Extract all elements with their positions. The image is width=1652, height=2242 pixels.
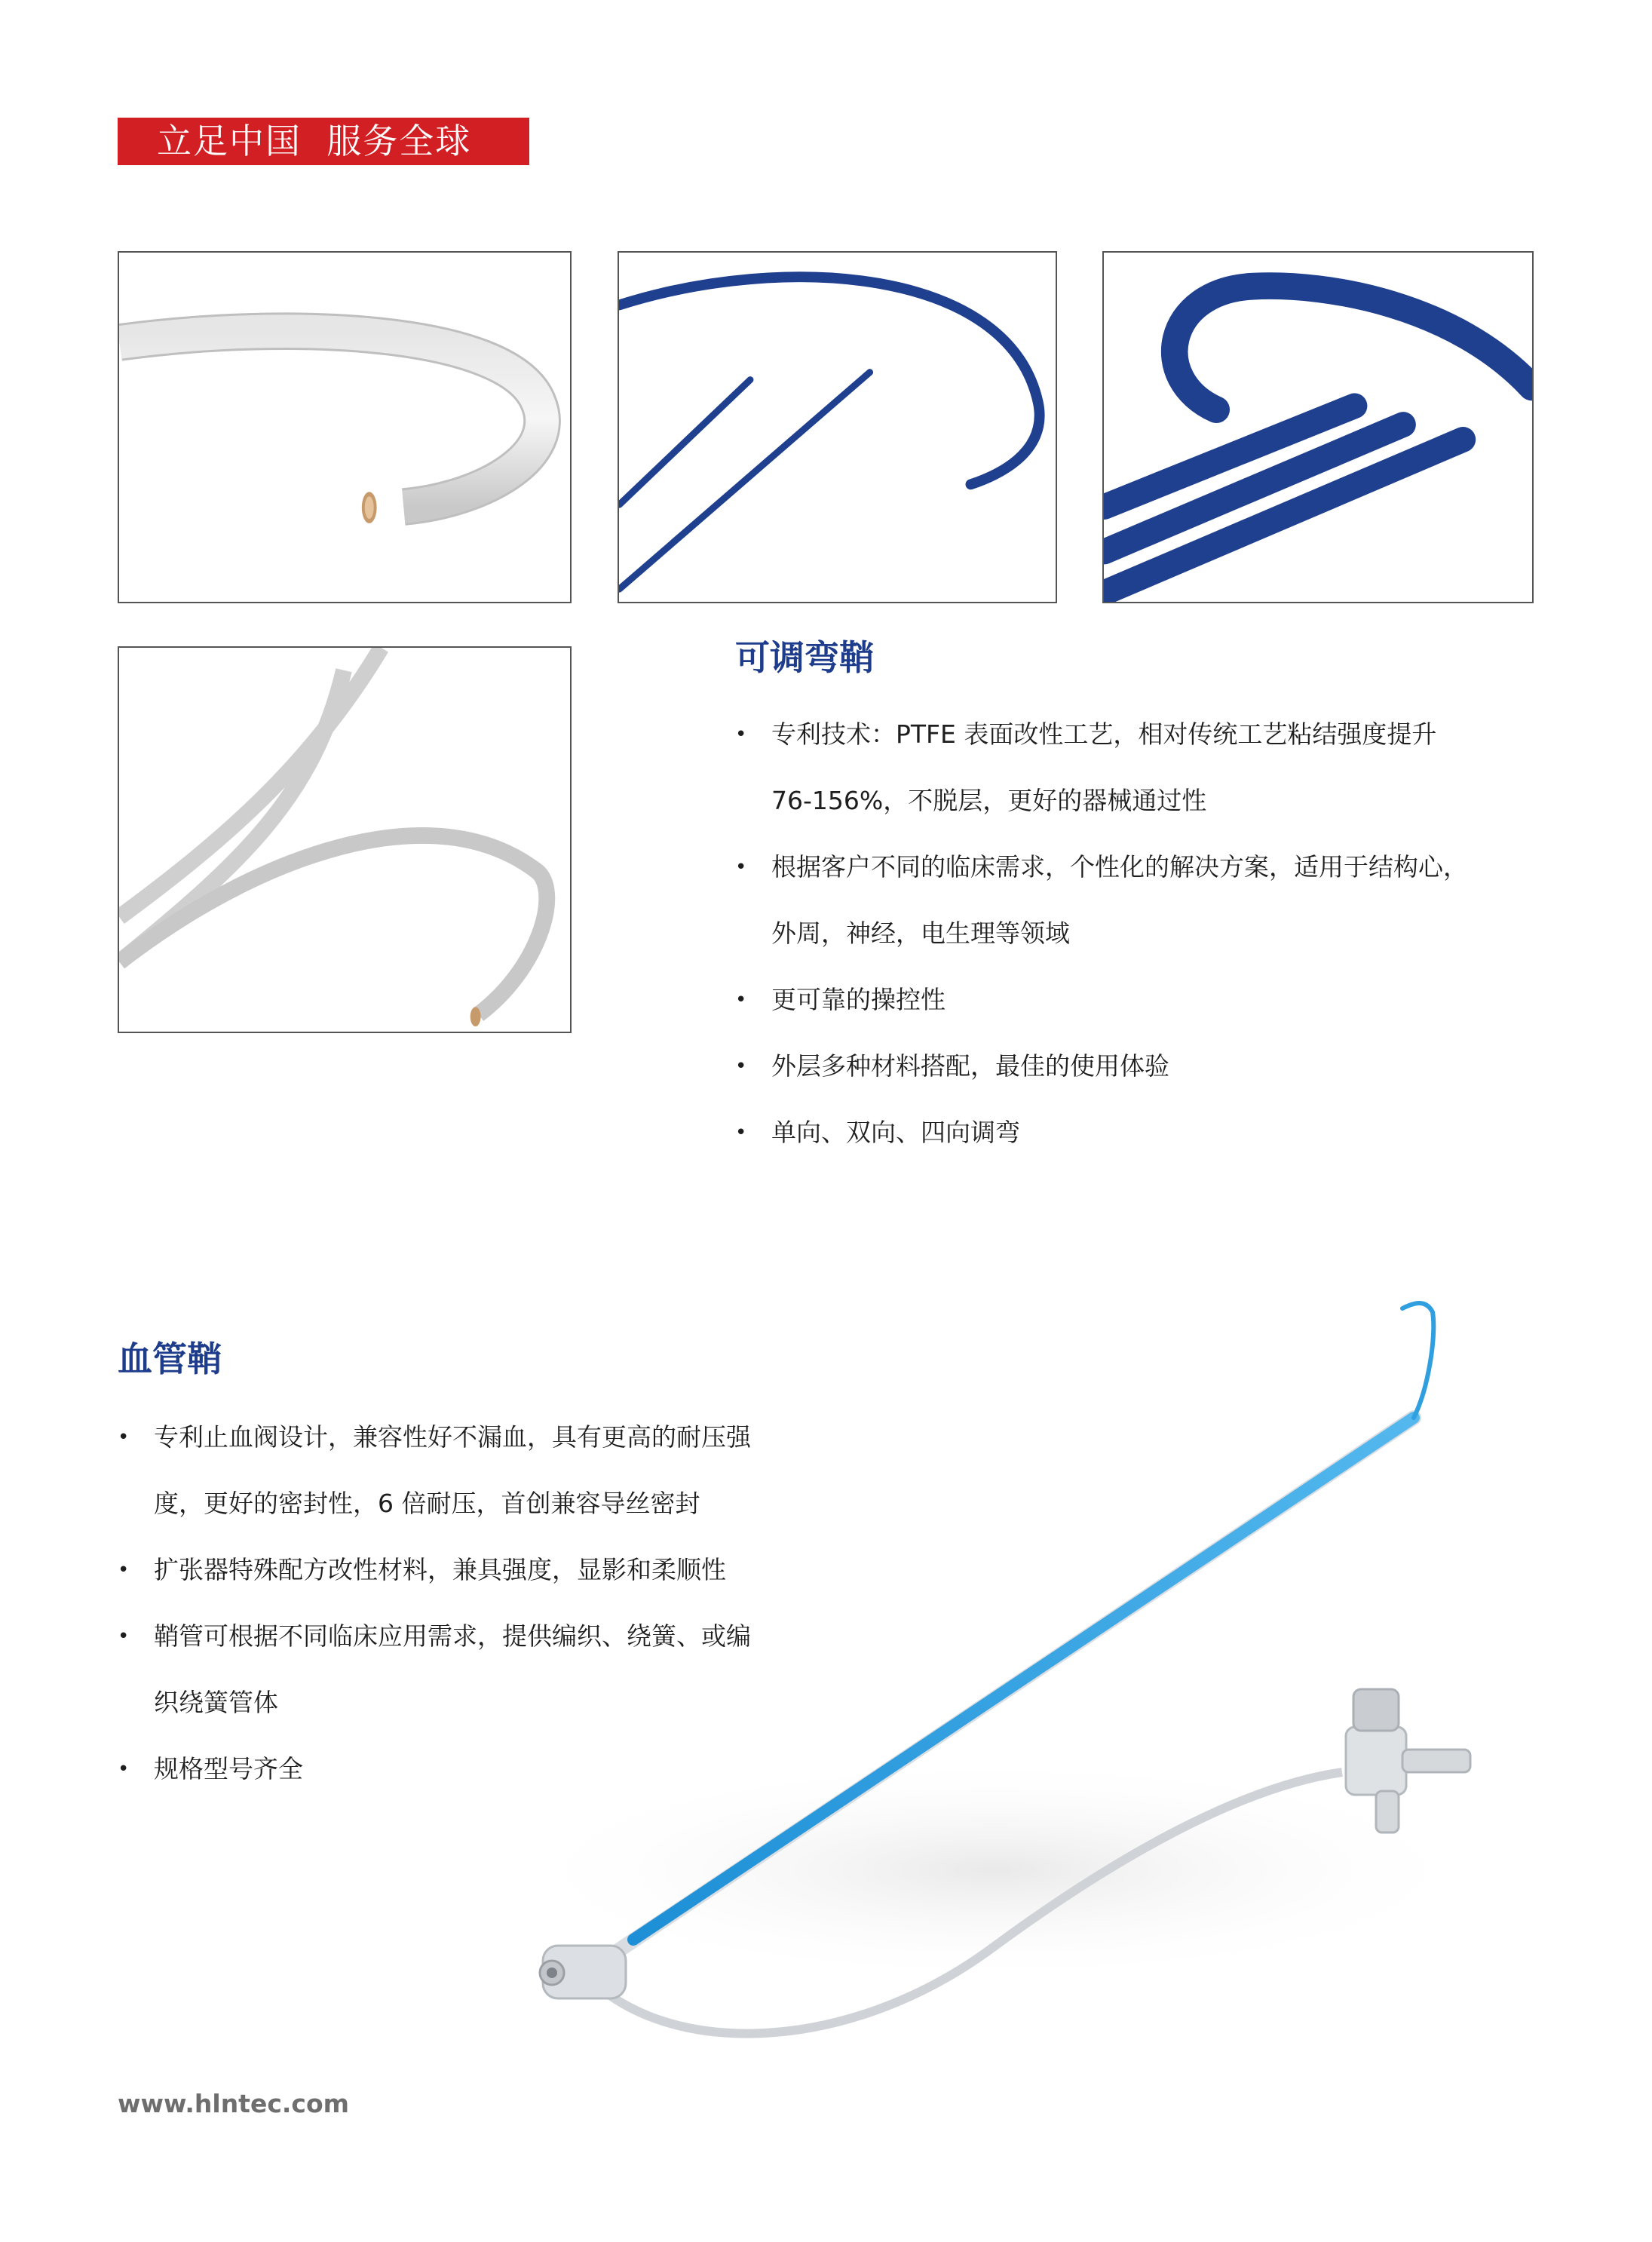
bullet-continuation: 外周，神经，电生理等领域	[771, 919, 1070, 948]
white-tube-image	[119, 253, 570, 602]
slogan-banner: 立足中国 服务全球	[118, 118, 529, 165]
bullet-continuation: 度，更好的密封性，6 倍耐压，首创兼容导丝密封	[154, 1489, 700, 1518]
bullet-item: • 专利技术：PTFE 表面改性工艺，相对传统工艺粘结强度提升	[735, 701, 1468, 768]
website-url: www.hlntec.com	[118, 2089, 350, 2118]
vascular-sheath-product-image	[467, 1297, 1523, 2081]
sheath-illustration	[467, 1297, 1523, 2081]
bullet-item: • 外层多种材料搭配，最佳的使用体验	[735, 1033, 1468, 1100]
steerable-sheath-title: 可调弯鞘	[735, 637, 874, 678]
bullet-item: • 规格型号齐全	[118, 1736, 751, 1802]
bullet-item: • 鞘管可根据不同临床应用需求，提供编织、绕簧、或编	[118, 1603, 751, 1670]
navy-thin-tubes-image	[619, 253, 1056, 602]
bullet-item: • 扩张器特殊配方改性材料，兼具强度，显影和柔顺性	[118, 1537, 751, 1603]
hub-left	[540, 1946, 626, 1998]
bullet-continuation: 76-156%，不脱层，更好的器械通过性	[771, 786, 1207, 815]
steerable-sheath-features	[735, 701, 1468, 1166]
bullet-item: • 专利止血阀设计，兼容性好不漏血，具有更高的耐压强	[118, 1404, 751, 1471]
photo-white-tube	[118, 251, 572, 603]
bullet-continuation: 织绕簧管体	[154, 1688, 278, 1717]
bullet-item: • 单向、双向、四向调弯	[735, 1100, 1468, 1166]
photo-navy-thin-tubes	[618, 251, 1057, 603]
photo-navy-thick-tubes	[1102, 251, 1534, 603]
photo-white-tubes-crossing	[118, 646, 572, 1033]
white-tubes-crossing-image	[119, 648, 570, 1032]
navy-thick-tubes-image	[1104, 253, 1532, 602]
bullet-item: • 根据客户不同的临床需求，个性化的解决方案，适用于结构心，	[735, 834, 1468, 900]
vascular-sheath-title: 血管鞘	[118, 1339, 222, 1379]
bullet-item: • 更可靠的操控性	[735, 967, 1468, 1033]
